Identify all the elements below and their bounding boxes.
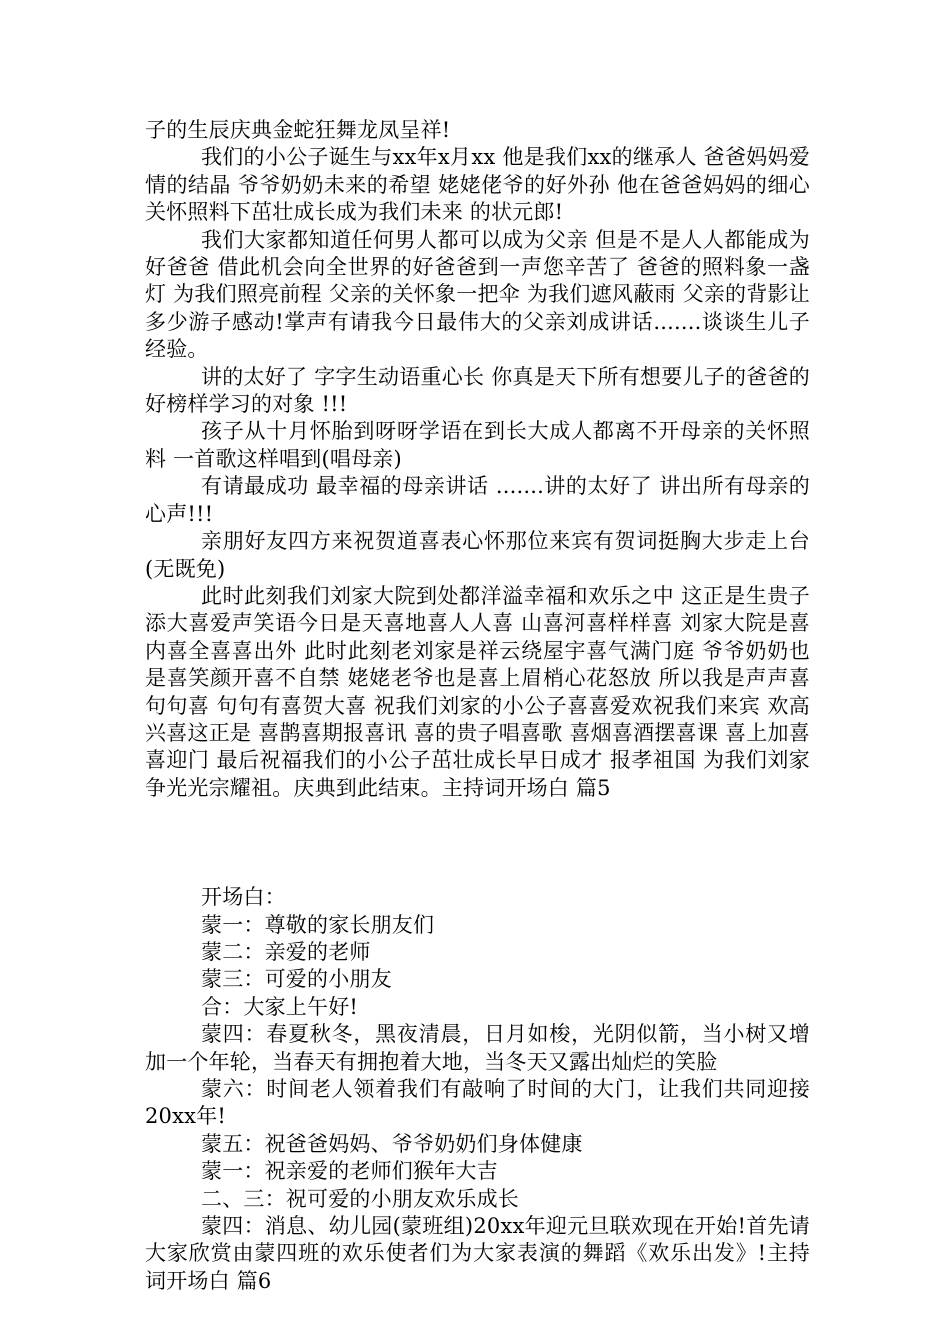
paragraph: 子的生辰庆典金蛇狂舞龙凤呈祥! <box>145 118 451 142</box>
dialogue-line: 合：大家上午好! <box>201 994 359 1019</box>
dialogue-line: 蒙二：亲爱的老师 <box>201 939 371 964</box>
document-page <box>145 117 810 1295</box>
paragraph: 亲朋好友四方来祝贺道喜表心怀那位来宾有贺词挺胸大步走上台(无既免) <box>145 529 810 581</box>
dialogue-line: 二、三：祝可爱的小朋友欢乐成长 <box>201 1186 519 1211</box>
paragraph: 我们大家都知道任何男人都可以成为父亲 但是不是人人都能成为好爸爸 借此机会向全世界的好爸爸到一声您辛苦了 爸爸的照料象一盏灯 为我们照亮前程 父亲的关怀象一把伞 为我们遮风蔽雨 父亲的背影让多少游子感动!掌声有请我今日最伟大的父亲刘成讲话.......谈谈生儿子经验。 <box>145 227 810 362</box>
dialogue-line: 蒙五：祝爸爸妈妈、爷爷奶奶们身体健康 <box>201 1131 583 1156</box>
paragraph: 此时此刻我们刘家大院到处都洋溢幸福和欢乐之中 这正是生贵子 添大喜爱声笑语今日是天喜地喜人人喜 山喜河喜样样喜 刘家大院是喜内喜全喜喜出外 此时此刻老刘家是祥云绕屋宇喜气满门庭 爷爷奶奶也是喜笑颜开喜不自禁 姥姥老爷也是喜上眉梢心花怒放 所以我是声声喜句句喜 句句有喜贺大喜 祝我们刘家的小公子喜喜爱欢祝我们来宾 欢高兴喜这正是 喜鹊喜期报喜讯 喜的贵子唱喜歌 喜烟喜酒摆喜课 喜上加喜喜迎门 最后祝福我们的小公子茁壮成长早日成才 报孝祖国 为我们刘家争光光宗耀祖。庆典到此结束。主持词开场白 篇5 <box>145 583 810 800</box>
paragraph: 我们的小公子诞生与xx年x月xx 他是我们xx的继承人 爸爸妈妈爱情的结晶 爷爷奶奶未来的希望 姥姥佬爷的好外孙 他在爸爸妈妈的细心关怀照料下茁壮成长成为我们未来 的状元郎! <box>145 145 810 225</box>
paragraph: 讲的太好了 字字生动语重心长 你真是天下所有想要儿子的爸爸的好榜样学习的对象 !!! <box>145 364 810 417</box>
dialogue-line: 蒙四：春夏秋冬，黑夜清晨，日月如梭，光阴似箭，当小树又增加一个年轮，当春天有拥抱着大地，当冬天又露出灿烂的笑脸 <box>145 1022 810 1074</box>
dialogue-line: 蒙四：消息、幼儿园(蒙班组)20xx年迎元旦联欢现在开始!首先请大家欣赏由蒙四班的欢乐使者们为大家表演的舞蹈《欢乐出发》!主持词开场白 篇6 <box>145 1214 810 1293</box>
dialogue-line: 蒙六：时间老人领着我们有敲响了时间的大门，让我们共同迎接20xx年! <box>145 1077 810 1129</box>
section-gap <box>145 802 810 884</box>
dialogue-line: 蒙一：尊敬的家长朋友们 <box>201 912 435 937</box>
dialogue-line: 蒙一：祝亲爱的老师们猴年大吉 <box>201 1159 498 1184</box>
paragraph: 有请最成功 最幸福的母亲讲话 .......讲的太好了 讲出所有母亲的心声!!! <box>145 474 810 526</box>
section-heading: 开场白： <box>201 885 286 910</box>
paragraph: 孩子从十月怀胎到呀呀学语在到长大成人都离不开母亲的关怀照料 一首歌这样唱到(唱母亲) <box>145 419 810 471</box>
dialogue-line: 蒙三：可爱的小朋友 <box>201 967 392 992</box>
